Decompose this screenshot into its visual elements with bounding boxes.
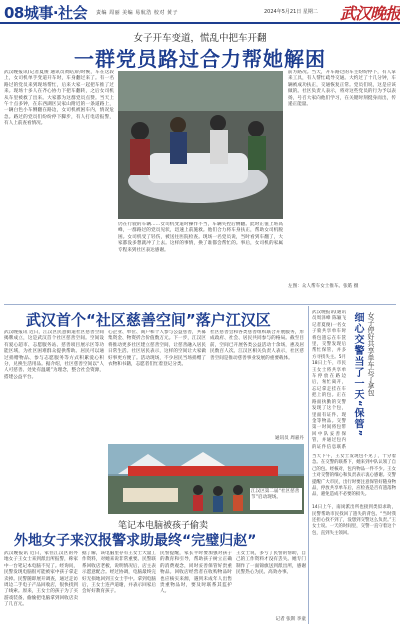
sidebar-rule <box>308 306 309 624</box>
story3-column-2: 据了解，该电脑里存有王女士大量工作资料，对她来说非常重要。民警联系回收店老板，说明情况后，店主表示愿意配合。经过协调，电脑最终完好无损地回到王女士手中。拿到电脑后，王女士连声道谢，并表示回家后会好好教育孩子。 <box>82 551 156 595</box>
issue-date: 2024年5月21日 星期二 <box>264 9 318 15</box>
story2-column-2: 心企业、单位、商户和个人参与公益慈善，共募集资金、物资折合价值数万元。下一步，江汉区将推动更多社区建立慈善空间，让慈善融入居民日常生活。社区居民表示，这样的空间让大家做好事更方便了。活动现场，不少居民当场捐赠了衣物和书籍，志愿者们忙着登记分类。 <box>108 330 206 368</box>
story3-column-3: 民警提醒，家长平时要加强对孩子的教育和引导，帮助孩子树立正确的消费观念，同时妥善保管好贵重物品。回收店经营者在收购物品时也应核实来源，遇到未成年人出售贵重物品时，要及时联系其监护人。 <box>160 551 232 595</box>
story2-headline: 武汉首个“社区慈善空间”落户江汉区 <box>26 311 271 329</box>
story3-headline: 外地女子来汉报警求助最终“完璧归赵” <box>14 533 257 549</box>
editor-credits: 责编 周丽 美编 易航浩 校对 黄子 <box>96 10 178 16</box>
story1-column-2: 仍在行驶的车辆……女司机变道时操作不当，车辆失控后侧翻。此时正值上班高峰，一群路过的党员见状，迅速上前施救。他们合力将车身扶正，帮助女司机脱困。女司机受了轻伤，被送往医院检查。现场一名党员说，当时看到车翻了，大家都没多想就冲了上去。这样的事情，换了谁都会帮忙的。事后，女司机的家属专程来到社区表达感谢。 <box>118 222 283 253</box>
story2-caption: 江汉区第二届“社区慈善节”启动现场。 <box>250 488 302 510</box>
story3-signature: 记者 张斯 李童 <box>236 617 306 623</box>
newspaper-logo: 武汉晚报 <box>340 4 400 23</box>
story2-column-1: 武汉晚报讯 近日，江汉区民意街道社区慈善空间揭牌成立，这是武汉首个社区慈善空间。空间设有爱心超市、志愿服务站、慈善项目展示区等功能区域，为社区困难群众提供帮助。居民可以通过捐赠物品、参与志愿服务等方式积累爱心积分，兑换生活用品。据介绍，社区慈善空间以“人人可慈善、处处有温暖”为理念，整合社会资源，搭建公益平台。 <box>4 330 104 380</box>
story1-signature: 左图：众人帮车女士推车。张皓 摄 <box>288 284 396 290</box>
story1-column-3: 前方路况。当天，开车路过的车主纷纷停下，有人拿来工具，有人帮忙疏导交通。大约过了十几分钟，车辆被成功扶正，交通恢复正常。党员们说，这是应该做的。社区负责人表示，将对这些党员的行为予以表扬，号召大家向他们学习，在关键时刻挺身而出，传递正能量。 <box>288 70 396 108</box>
sidebar-kicker: 女子停好共享单车忘了拿包 <box>367 312 375 396</box>
story1-photo <box>118 71 283 219</box>
overturned-car-image <box>118 71 283 219</box>
story1-kicker: 女子开车变道，慌乱中把车开翻 <box>133 33 267 44</box>
story2-column-3: 社区慈善会和各类慈善组织联合开展服务，形成政府、社会、居民共同参与的格局。截至目前，空间已开展各类公益活动十余场，惠及居民数百人次。江汉区相关负责人表示，社区慈善空间是推动慈善事业发展的重要载体。 <box>210 330 304 361</box>
sidebar-body: 当天下午，王女士发现包不见了，十分着急。在交警的联系下，她来到中队认领了自己的包。经核对，包内物品一件不少。王女士对交警的细心和负责表示衷心感谢。交警提醒广大市民，出行时要注意保管好随身物品，停放共享单车后，应检查是否有遗落物品，避免造成不必要的损失。 14日上午，南岗派出所也接到类似求助，民警帮助市民找回了遗失的背包。“当时我还担心找不到了，没想到交警这么负责。”王女士说。一天的时间里，交警一直守着这个包，直到失主领回。 <box>312 454 396 536</box>
sidebar-intro: 武汉晚报讯(通讯员周泽峰 陈颖飞 记者夏俊)一名女子骑共享单车时将包遗忘在车筐里，交警发现后帮忙保管，并多方寻找失主。5月18日上午，市民王女士将共享单车停放在路边后，匆忙离开，忘记拿走挂在车把上的包。正在路面执勤的交警发现了这个包，里面有证件、现金等物品。交警第一时间将包带回中队妥善保管，并通过包内的证件信息联系 <box>312 310 346 450</box>
story3-column-4: 王女士说，多亏了民警的帮助，自己的工作资料才没有丢失。她专门制作了一面锦旗送到派出所，感谢民警热心为民、高效办事。 <box>236 551 306 576</box>
story2-signature: 通讯员 周嘉丹 <box>210 436 304 442</box>
divider <box>4 304 396 305</box>
page-header <box>0 0 400 24</box>
story3-column-1: 武汉晚报讯 近日，家住江汉区的外地女子王女士来到派出所报警，称家中一台笔记本电脑不见了。经询问，民警发现电脑很可能被家中孩子拿走卖掉。民警随即展开调查，通过走访周边二手电子产品回收店，很快找到了线索。原来，王女士的孩子为了买游戏装备，偷偷把电脑拿到回收店卖了几百元。 <box>4 551 78 608</box>
section-label: 08城事·社会 <box>4 4 88 22</box>
story1-column-1: 武汉晚报讯(记者夏俊 通讯员黄皓)的时候，车在这段上，女司机单手变道开车时，车身翻过来了。有一名路过的党员来到现场帮忙，后来大家一起把车推了过来。现场十多人在齐心协力下把车翻转，之后女司机从车里被救了出来。大家都为这群党员点赞。当天上午十点多钟，在东西湖区吴家山附近的一条道路上，一辆白色小车侧翻在路边，女司机被困车内，情况危急。路过的党员们纷纷停下脚步，有人打电话报警，有人上前查看情况。 <box>4 70 114 127</box>
story3-subhead: 笔记本电脑被孩子偷卖 <box>118 521 209 531</box>
story1-headline: 一群党员路过合力帮她解困 <box>74 47 326 71</box>
sidebar-headline: 细心交警当了一天“保管” <box>352 312 363 438</box>
